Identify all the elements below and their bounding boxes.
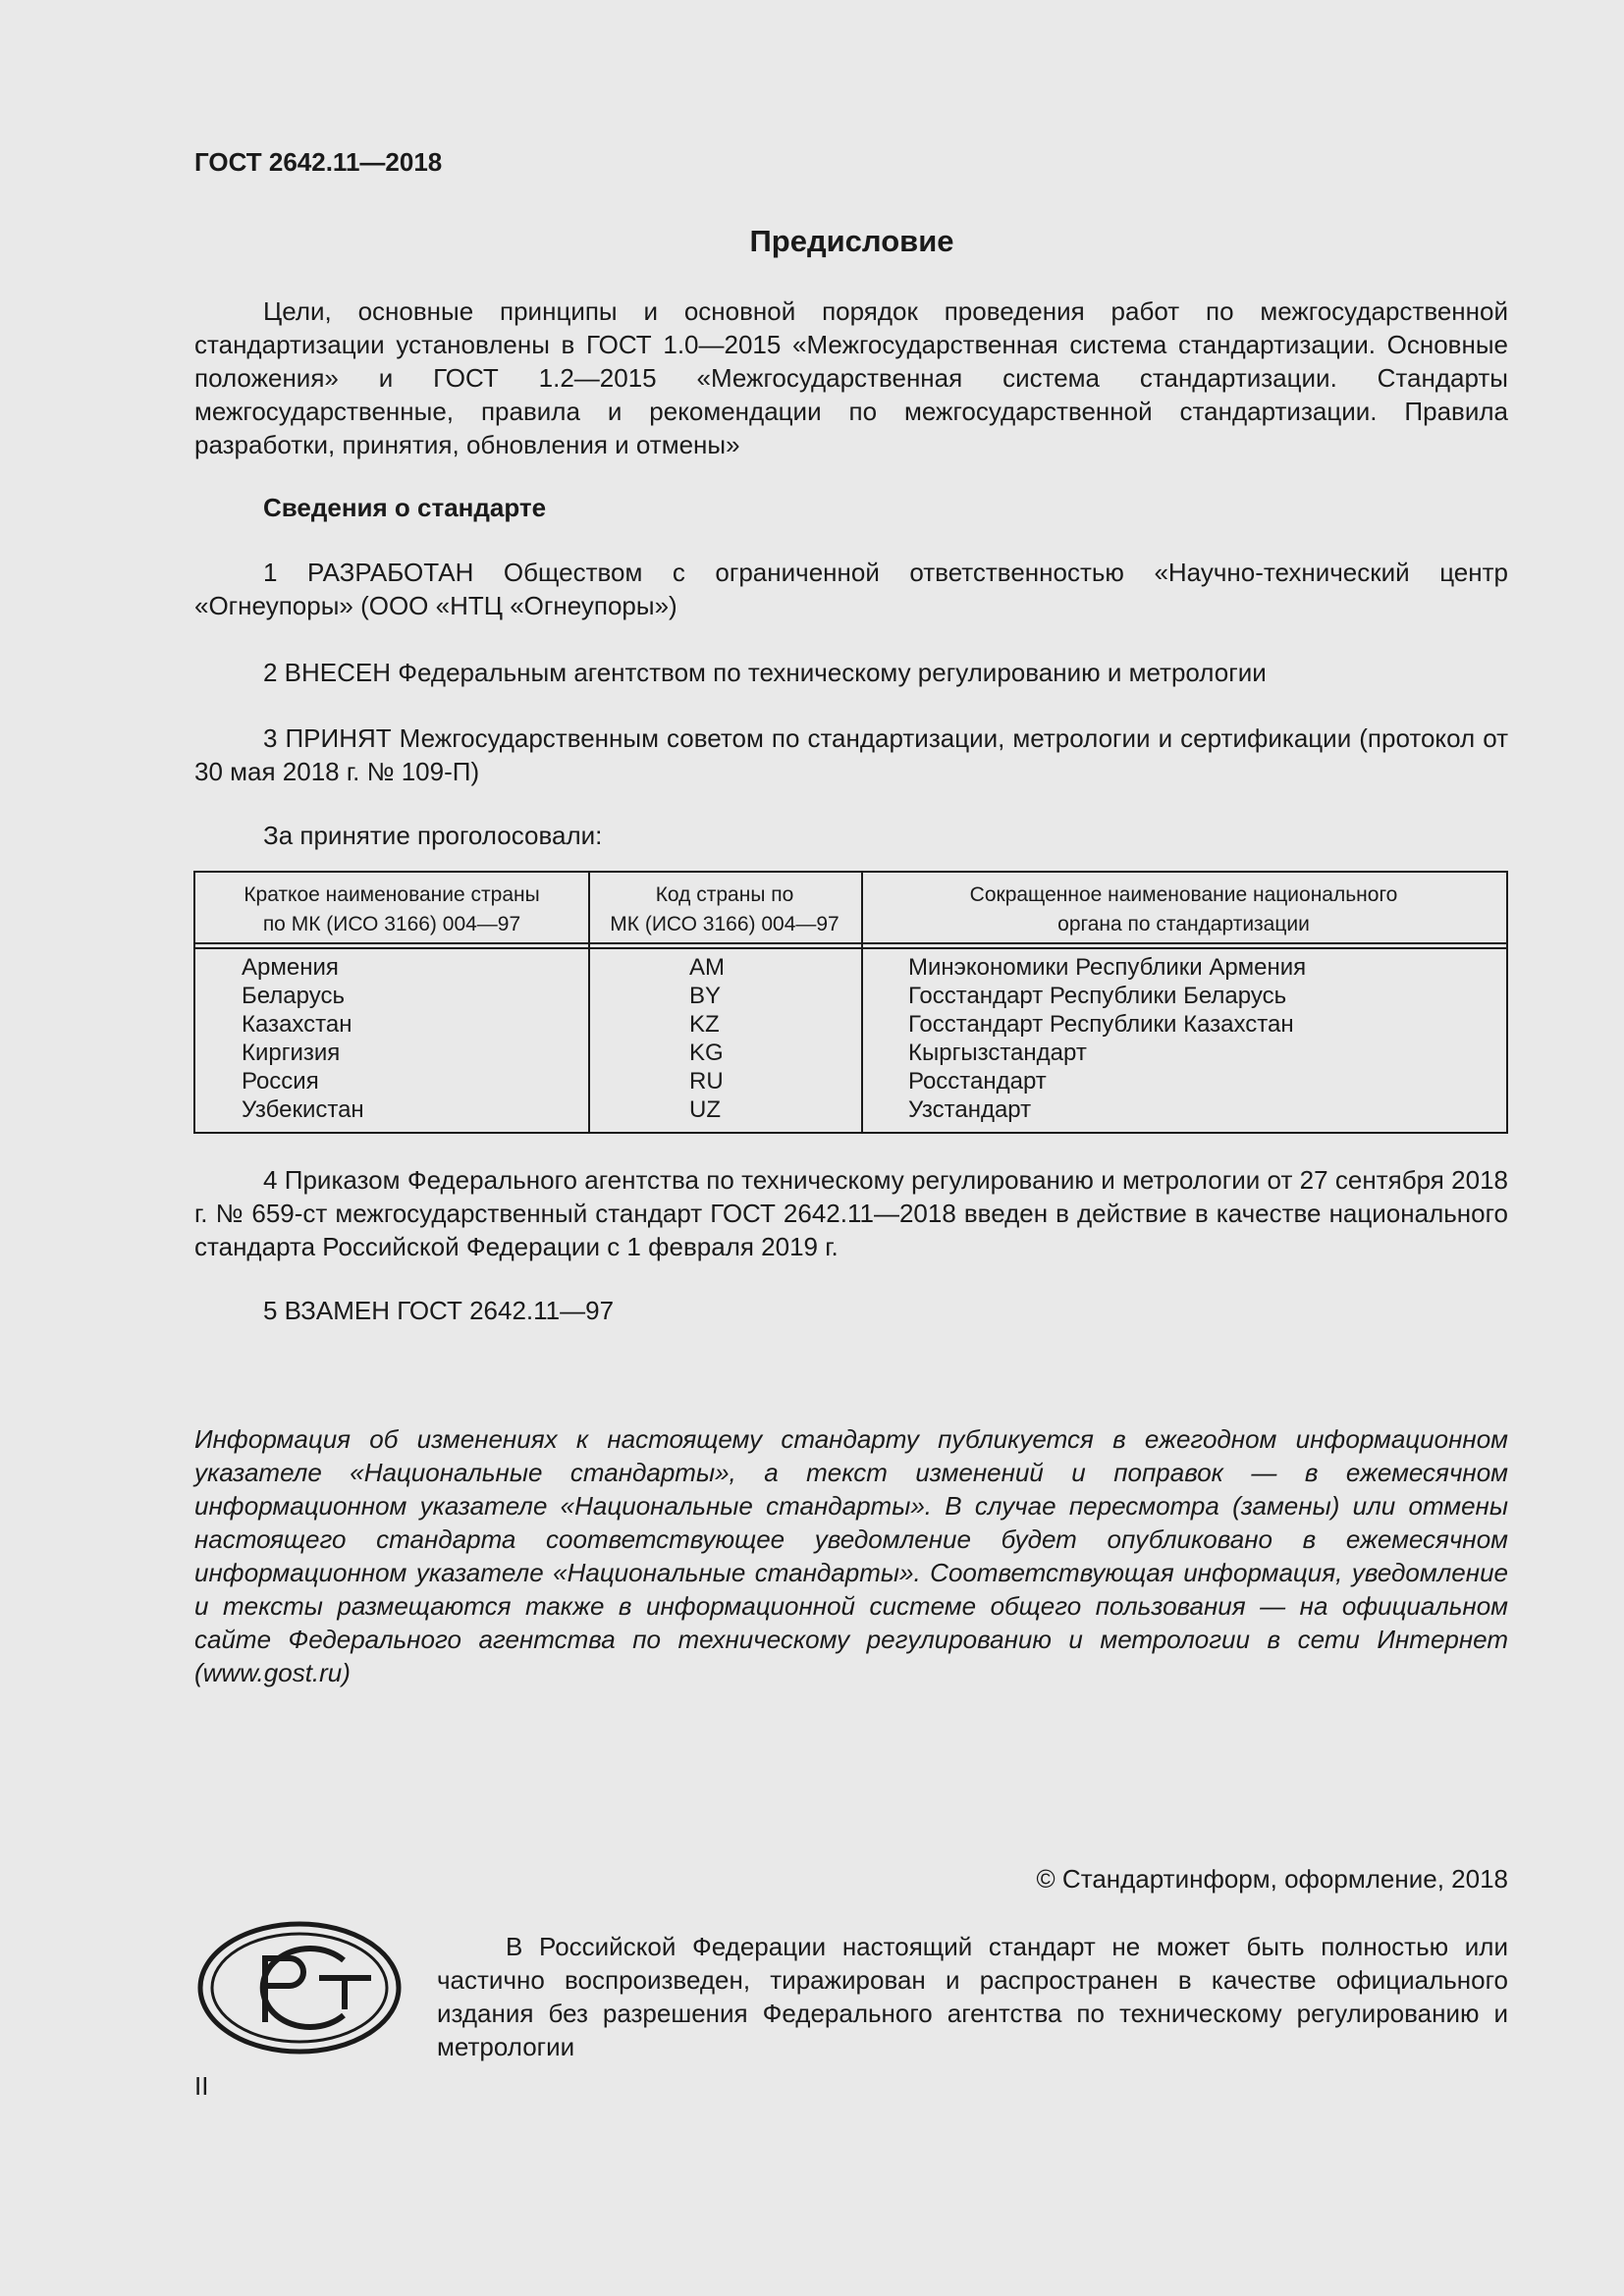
table-cell: KG xyxy=(689,1040,724,1066)
table-header-country: Краткое наименование страны по МК (ИСО 3166) 004—97 xyxy=(244,883,540,935)
table-cell: KZ xyxy=(689,1011,720,1038)
reproduction-notice: В Российской Федерации настоящий стандарт не может быть полностью или частично воспроизведен, тиражирован и распространен в качестве официального издания без разрешения Федерального агентства по техническому регулированию и метрологии xyxy=(437,1932,1508,2061)
table-cell: RU xyxy=(689,1068,724,1095)
item-replaces: 5 ВЗАМЕН ГОСТ 2642.11—97 xyxy=(263,1296,615,1325)
intro-paragraph: Цели, основные принципы и основной порядок проведения работ по межгосударственной стандартизации установлены в ГОСТ 1.0—2015 «Межгосударственная система стандартизации. Основные положения» и ГОСТ 1.2—2015 «Межгосударственная система стандартизации. Стандарты межгосударственные, правила и рекомендации по межгосударственной стандартизации. Правила разработки, принятия, обновления и отмены» xyxy=(194,296,1508,459)
table-cell: Киргизия xyxy=(242,1040,341,1066)
table-cell: AM xyxy=(689,954,725,981)
item-introduced: 2 ВНЕСЕН Федеральным агентством по техническому регулированию и метрологии xyxy=(263,658,1267,687)
table-cell: Узбекистан xyxy=(242,1096,364,1123)
table-cell: Россия xyxy=(242,1068,319,1095)
gost-r-logo-icon xyxy=(196,1919,403,2061)
page-title: Предисловие xyxy=(749,224,954,258)
table-cell: Беларусь xyxy=(242,983,345,1009)
voting-table xyxy=(193,871,1508,1134)
table-cell: Казахстан xyxy=(242,1011,352,1038)
table-cell: Госстандарт Республики Казахстан xyxy=(908,1011,1294,1038)
table-column-code xyxy=(689,953,725,1124)
copyright-line: © Стандартинформ, оформление, 2018 xyxy=(1036,1864,1508,1894)
voted-label: За принятие проголосовали: xyxy=(263,821,603,850)
table-header-divider xyxy=(195,942,1506,944)
info-heading: Сведения о стандарте xyxy=(263,493,547,522)
page-number: II xyxy=(194,2071,209,2101)
table-header-body: Сокращенное наименование национального органа по стандартизации xyxy=(969,883,1398,935)
table-column-country xyxy=(242,953,364,1124)
table-cell: Минэкономики Республики Армения xyxy=(908,954,1307,981)
table-header-divider xyxy=(195,947,1506,949)
table-header-code: Код страны по МК (ИСО 3166) 004—97 xyxy=(610,883,839,935)
item-developed: 1 РАЗРАБОТАН Обществом с ограниченной ответственностью «Научно-технический центр «Огнеупоры» (ООО «НТЦ «Огнеупоры») xyxy=(194,558,1508,620)
table-cell: Узстандарт xyxy=(908,1096,1032,1123)
table-cell: BY xyxy=(689,983,722,1009)
table-cell: Госстандарт Республики Беларусь xyxy=(908,983,1287,1009)
table-cell: Росстандарт xyxy=(908,1068,1047,1095)
item-adopted: 3 ПРИНЯТ Межгосударственным советом по стандартизации, метрологии и сертификации (протокол от 30 мая 2018 г. № 109-П) xyxy=(194,723,1508,786)
standard-code: ГОСТ 2642.11—2018 xyxy=(194,147,443,177)
table-column-body xyxy=(908,953,1306,1124)
table-cell: UZ xyxy=(689,1096,721,1123)
changes-info-paragraph: Информация об изменениях к настоящему стандарту публикуется в ежегодном информационном указателе «Национальные стандарты», а текст изменений и поправок — в ежемесячном информационном указателе «Национальные стандарты». В случае пересмотра (замены) или отмены настоящего стандарта соответствующее уведомление будет опубликовано в ежемесячном информационном указателе «Национальные стандарты». Соответствующая информация, уведомление и тексты размещаются также в информационной системе общего пользования — на официальном сайте Федерального агентства по техническому регулированию и метрологии в сети Интернет (www.gost.ru) xyxy=(194,1424,1508,1687)
item-enacted: 4 Приказом Федерального агентства по техническому регулированию и метрологии от 27 сентября 2018 г. № 659-ст межгосударственный стандарт ГОСТ 2642.11—2018 введен в действие в качестве национального стандарта Российской Федерации с 1 февраля 2019 г. xyxy=(194,1165,1508,1261)
table-cell: Кыргызстандарт xyxy=(908,1040,1087,1066)
table-cell: Армения xyxy=(242,954,339,981)
